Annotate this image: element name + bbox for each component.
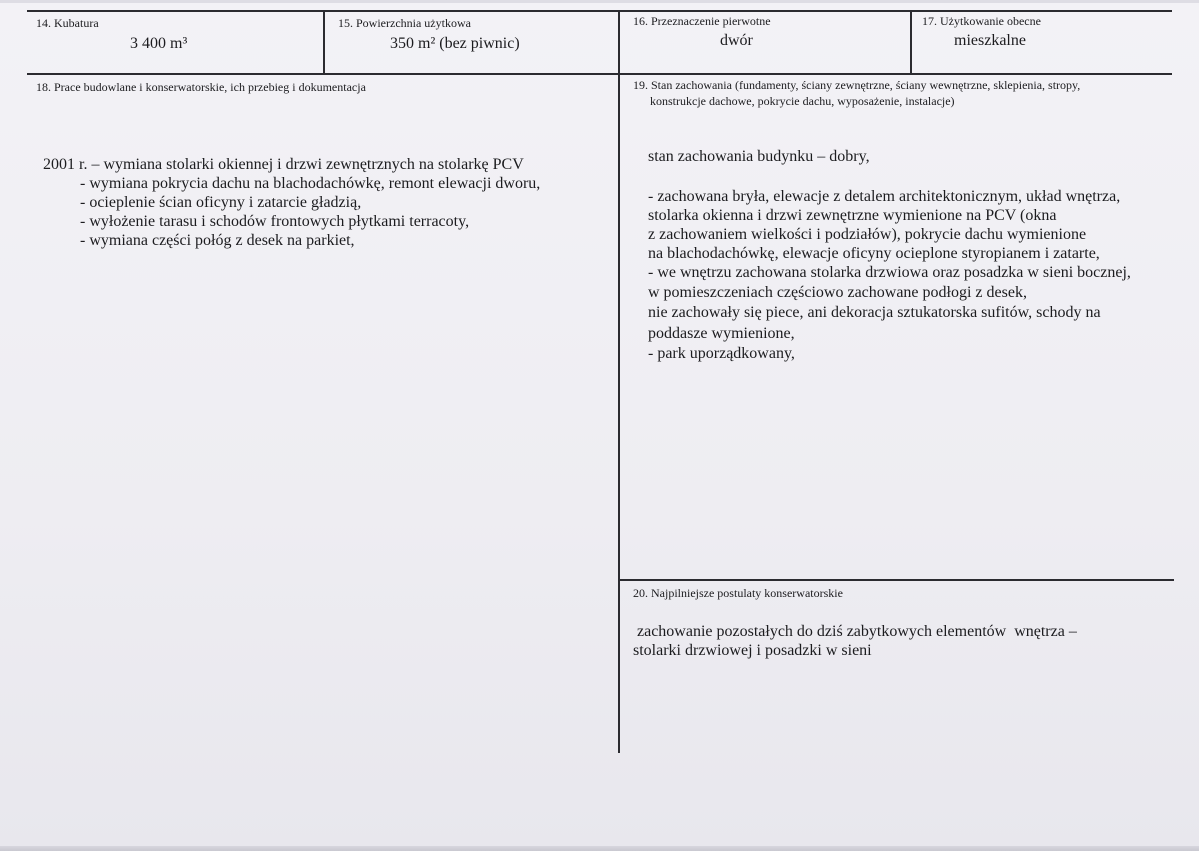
stan-zachowania-label-2: konstrukcje dachowe, pokrycie dachu, wyposażenie, instalacje) <box>650 94 955 108</box>
stan-line: stan zachowania budynku – dobry, <box>648 148 870 165</box>
paper-edge-bottom <box>0 846 1199 851</box>
top-border <box>27 10 1172 12</box>
prace-budowlane-label: 18. Prace budowlane i konserwatorskie, ich przebieg i dokumentacja <box>36 80 366 94</box>
stan-zachowania-label-1: 19. Stan zachowania (fundamenty, ściany zewnętrzne, ściany wewnętrzne, sklepienia, stropy, <box>633 78 1081 92</box>
section-20-divider <box>618 579 1174 581</box>
kubatura-value: 3 400 m³ <box>130 35 188 52</box>
stan-line: poddasze wymienione, <box>648 325 795 342</box>
prace-line: - wymiana pokrycia dachu na blachodachówkę, remont elewacji dworu, <box>80 175 541 192</box>
col-divider-1 <box>323 10 325 74</box>
stan-line: - we wnętrzu zachowana stolarka drzwiowa oraz posadzka w sieni bocznej, <box>648 264 1131 281</box>
postulaty-line: zachowanie pozostałych do dziś zabytkowych elementów wnętrza – <box>633 623 1077 640</box>
stan-line: z zachowaniem wielkości i podziałów), pokrycie dachu wymienione <box>648 226 1087 243</box>
uzytkowanie-label: 17. Użytkowanie obecne <box>922 14 1041 28</box>
stan-line: - zachowana bryła, elewacje z detalem architektonicznym, układ wnętrza, <box>648 188 1121 205</box>
kubatura-label: 14. Kubatura <box>36 16 99 30</box>
prace-line: 2001 r. – wymiana stolarki okiennej i drzwi zewnętrznych na stolarkę PCV <box>43 156 524 173</box>
stan-line: - park uporządkowany, <box>648 345 795 362</box>
uzytkowanie-value: mieszkalne <box>954 32 1026 49</box>
powierzchnia-label: 15. Powierzchnia użytkowa <box>338 16 471 30</box>
prace-line: - wymiana części połóg z desek na parkiet, <box>80 232 355 249</box>
przeznaczenie-label: 16. Przeznaczenie pierwotne <box>633 14 771 28</box>
stan-line: w pomieszczeniach częściowo zachowane podłogi z desek, <box>648 284 1027 301</box>
przeznaczenie-value: dwór <box>720 32 753 49</box>
stan-line: stolarka okienna i drzwi zewnętrzne wymienione na PCV (okna <box>648 207 1057 224</box>
postulaty-label: 20. Najpilniejsze postulaty konserwatorskie <box>633 586 843 600</box>
stan-line: na blachodachówkę, elewacje oficyny ocieplone styropianem i zatarte, <box>648 245 1100 262</box>
powierzchnia-value: 350 m² (bez piwnic) <box>390 35 520 52</box>
col-divider-2 <box>618 10 620 753</box>
prace-line: - ocieplenie ścian oficyny i zatarcie gładzią, <box>80 194 362 211</box>
stan-line: nie zachowały się piece, ani dekoracja sztukatorska sufitów, schody na <box>648 304 1101 321</box>
col-divider-3 <box>910 10 912 74</box>
paper-edge-top <box>0 0 1199 3</box>
prace-line: - wyłożenie tarasu i schodów frontowych płytkami terracoty, <box>80 213 470 230</box>
postulaty-line: stolarki drzwiowej i posadzki w sieni <box>633 642 872 659</box>
row-divider <box>27 73 1172 75</box>
